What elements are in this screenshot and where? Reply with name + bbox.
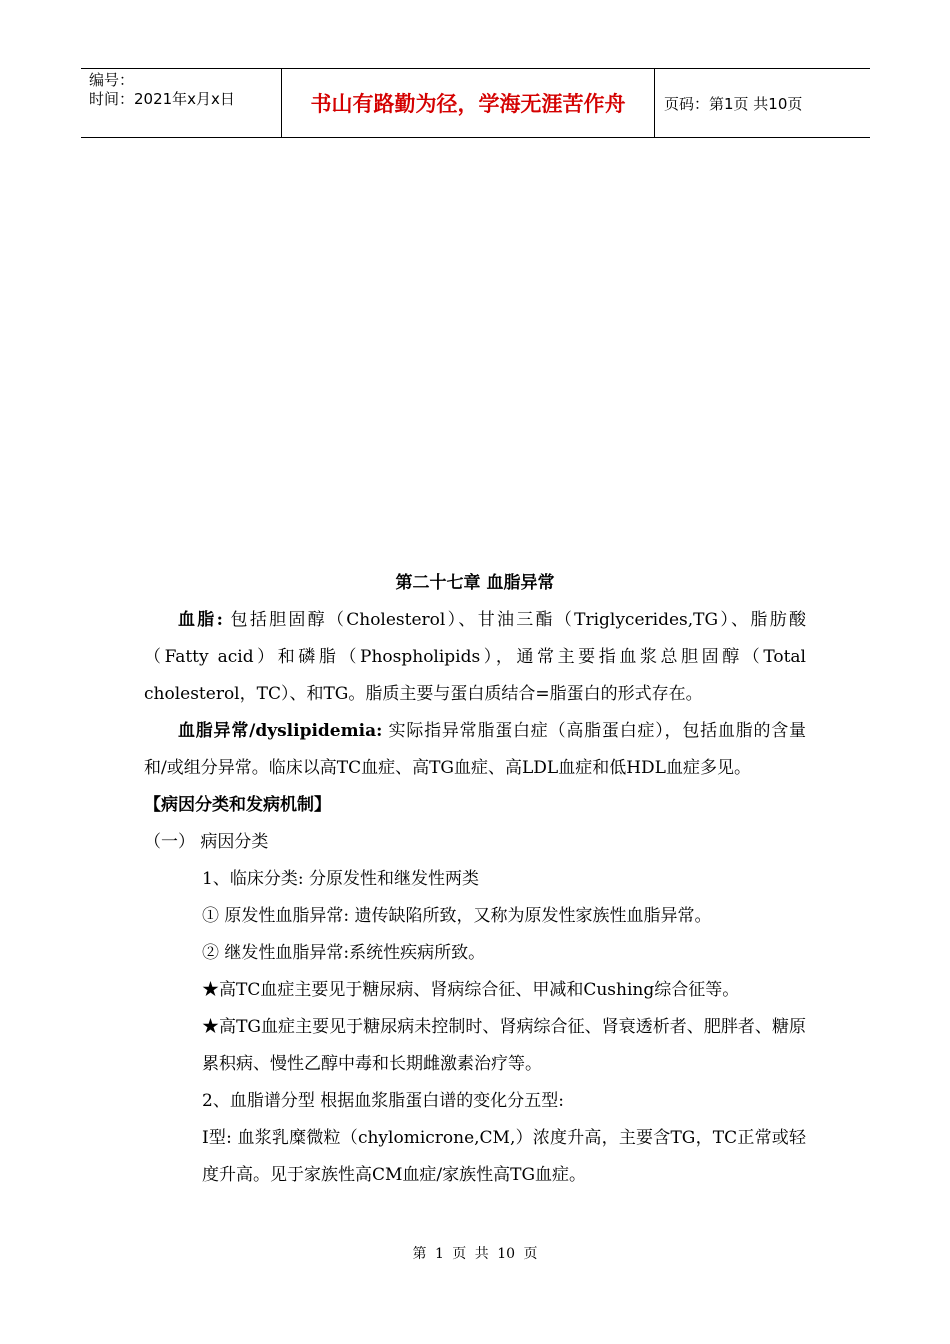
header-info-cell — [81, 69, 282, 137]
paragraph-blood-lipid — [144, 602, 806, 713]
page-footer: 第 1 页 共 10 页 — [412, 1246, 538, 1262]
paragraph-dyslipidemia — [144, 713, 806, 787]
list-item: ① 原发性血脂异常: 遗传缺陷所致，又称为原发性家族性血脂异常。 — [202, 906, 712, 926]
term-blood-lipid: 血脂: — [178, 610, 223, 630]
document-number-label: 编号： — [89, 71, 135, 89]
term-dyslipidemia: 血脂异常/dyslipidemia: — [178, 721, 383, 741]
star-item: ★高TC血症主要见于糖尿病、肾病综合征、甲减和Cushing综合征等。 — [202, 980, 740, 1000]
type-item: Ⅰ型: 血浆乳糜微粒（chylomicrone,CM,）浓度升高，主要含TG，TC正常或轻度升高。见于家族性高CM血症/家族性高TG血症。 — [202, 1128, 806, 1185]
list-item: ② 继发性血脂异常:系统性疾病所致。 — [202, 943, 486, 963]
list-item: 1、临床分类: 分原发性和继发性两类 — [202, 869, 479, 889]
header-motto: 书山有路勤为径，学海无涯苦作舟 — [282, 69, 655, 137]
page-header — [81, 68, 870, 138]
section-heading: 【病因分类和发病机制】 — [144, 795, 331, 815]
subsection-heading: （一） 病因分类 — [144, 832, 269, 852]
list-item: 2、血脂谱分型 根据血浆脂蛋白谱的变化分五型: — [202, 1091, 564, 1111]
header-page-label: 页码：第1页 共10页 — [664, 94, 803, 113]
document-date-label: 时间：2021年x月x日 — [89, 90, 235, 108]
paragraph-text: 包括胆固醇（Cholesterol）、甘油三酯（Triglycerides,TG）、脂肪酸（Fatty acid）和磷脂（Phospholipids），通常主要指血浆总胆固醇（Total cholesterol，TC）、和TG。脂质主要与蛋白质结合=脂蛋白的形式存在。 — [144, 610, 806, 704]
star-item: ★高TG血症主要见于糖尿病未控制时、肾病综合征、肾衰透析者、肥胖者、糖原累积病、慢性乙醇中毒和长期雌激素治疗等。 — [202, 1017, 806, 1074]
document-body — [144, 566, 806, 1194]
paragraph-text: 实际指异常脂蛋白症（高脂蛋白症），包括血脂的含量和/或组分异常。临床以高TC血症、高TG血症、高LDL血症和低HDL血症多见。 — [144, 721, 807, 778]
chapter-title: 第二十七章 血脂异常 — [395, 573, 555, 593]
